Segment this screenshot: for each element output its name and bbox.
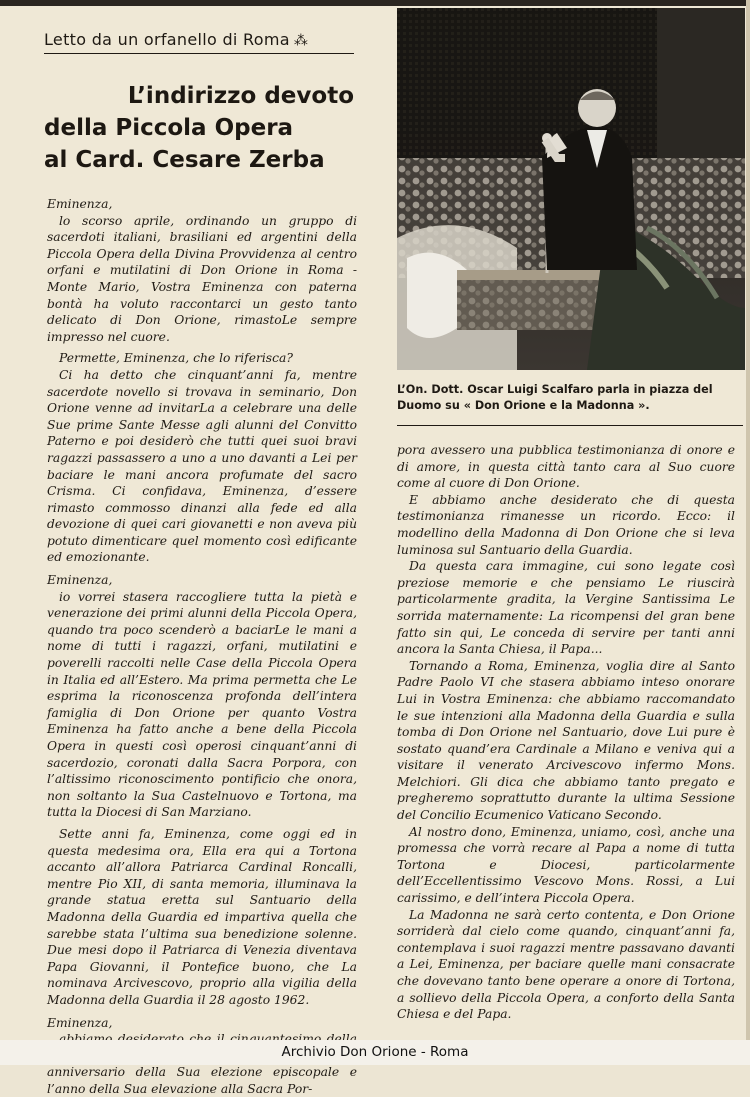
- caption-divider: [397, 425, 743, 426]
- headline-line-3: al Card. Cesare Zerba: [44, 147, 325, 173]
- headline-line-1: L’indirizzo devoto: [127, 83, 354, 109]
- paragraph: anniversario della Sua elezione episcopale e l’anno della Sua elevazione alla Sacra Por-: [47, 1065, 357, 1096]
- section-kicker-text: Letto da un orfanello di Roma: [44, 30, 290, 49]
- page-right-edge: [746, 0, 750, 1040]
- section-kicker: [44, 30, 354, 54]
- paragraph: Tornando a Roma, Eminenza, voglia dire al Santo Padre Paolo VI che stasera abbiamo inteso onorare Lui in Vostra Eminenza: che abbiamo raccomandato le sue intenzioni alla Madonna della Guardia e sulla tomba di Don Orione nel Santuario, dove Lui pure è sostato quand’era Cardinale a Milano e veniva qui a visitare il venerato Arcivescovo infermo Mons. Melchiori. Gli dica che abbiamo tanto pregato e pregheremo soprattutto durante la ultima Sessione del Concilio Ecumenico Vaticano Secondo.: [397, 658, 735, 823]
- paragraph: Ci ha detto che cinquant’anni fa, mentre sacerdote novello si trovava in seminario, Don Orione venne ad invitarLa a celebrare una delle Sue prime Sante Messe agli alunni del Convitto Paterno e poi desiderò che tutti quei suoi bravi ragazzi passassero a uno a uno davanti a Lei per baciare le mani ancora profumate del sacro Crisma. Ci confidava, Eminenza, d’essere rimasto commosso dinanzi alla fede ed alla devozione di quei cari giovanetti e non aveva più potuto dimenticare quel momento così edificante ed emozionante.: [47, 367, 357, 565]
- article-column-left: [47, 190, 357, 1097]
- archive-footer: Archivio Don Orione - Roma: [0, 1040, 750, 1065]
- paragraph: Al nostro dono, Eminenza, uniamo, così, anche una promessa che vorrà recare al Papa a nome di tutta Tortona e Diocesi, particolarmente dell’Eccellentissimo Vescovo Mons. Rossi, a Lui carissimo, e dell’intera Piccola Opera.: [397, 824, 735, 906]
- paragraph: io vorrei stasera raccogliere tutta la pietà e venerazione dei primi alunni della Piccola Opera, quando tra poco scenderò a baciarLe le mani a nome di tutti i ragazzi, orfani, mutilatini e poverelli raccolti nelle Case della Piccola Opera in Italia ed all’Estero. Ma prima permetta che Le esprima la riconoscenza profonda dell’intera famiglia di Don Orione per quanto Vostra Eminenza ha fatto anche a bene della Piccola Opera in questi così operosi cinquant’anni di sacerdozio, coronati dalla Sacra Porpora, con l’altissimo riconoscimento pontificio che onora, non soltanto la Sua Castelnuovo e Tortona, ma tutta la Diocesi di San Marziano.: [47, 589, 357, 820]
- headline-line-2: della Piccola Opera: [44, 115, 294, 141]
- salutation: Eminenza,: [47, 573, 113, 588]
- salutation: Eminenza,: [47, 197, 113, 211]
- paragraph: Sette anni fa, Eminenza, come oggi ed in questa medesima ora, Ella era qui a Tortona accanto all’allora Patriarca Cardinal Roncalli, mentre Pio XII, di santa memoria, illuminava la grande statua eretta sul Santuario della Madonna della Guardia ed impartiva quella che sarebbe stata l’ultima sua benedizione solenne. Due mesi dopo il Patriarca di Venezia diventava Papa Giovanni, il Pontefice buono, che La nominava Arcivescovo, proprio alla vigilia della Madonna della Guardia il 28 agosto 1962.: [47, 826, 357, 1007]
- ornament-icon: ⁂: [293, 33, 309, 49]
- page-top-edge: [0, 0, 750, 6]
- salutation: Eminenza,: [47, 1015, 113, 1030]
- photo-caption: L’On. Dott. Oscar Luigi Scalfaro parla in piazza del Duomo su « Don Orione e la Madonna ».: [397, 383, 713, 412]
- article-column-right: [397, 442, 735, 1023]
- paragraph: Permette, Eminenza, che lo riferisca?: [59, 351, 293, 366]
- paragraph: Da questa cara immagine, cui sono legate così preziose memorie e che pensiamo Le riuscirà particolarmente gradita, la Vergine Santissima Le sorrida maternamente: La ricompensi del gran bene fatto sin qui, Le conceda di servire per tanti anni ancora la Santa Chiesa, il Papa...: [397, 559, 735, 657]
- paragraph: lo scorso aprile, ordinando un gruppo di sacerdoti italiani, brasiliani ed argentini della Piccola Opera della Divina Provvidenza al centro orfani e mutilatini di Don Orione in Roma - Monte Mario, Vostra Eminenza con paterna bontà ha voluto raccontarci un gesto tanto delicato di Don Orione, rimastoLe sempre impresso nel cuore.: [47, 213, 357, 344]
- paragraph: E abbiamo anche desiderato che di questa testimonianza rimanesse un ricordo. Ecco: il modellino della Madonna di Don Orione che si leva luminosa sul Santuario della Guardia.: [397, 492, 735, 557]
- speech-photo-image: [397, 8, 745, 370]
- paragraph: pora avessero una pubblica testimonianza di onore e di amore, in questa città tanto cara al Suo cuore come al cuore di Don Orione.: [397, 443, 735, 491]
- article-headline: [44, 80, 354, 176]
- speech-photo: [397, 8, 745, 370]
- paragraph: La Madonna ne sarà certo contenta, e Don Orione sorriderà dal cielo come quando, cinquant’anni fa, contemplava i suoi ragazzi mentre passavano davanti a Lei, Eminenza, per baciare quelle mani consacrate che dovevano tanto bene operare a onore di Tortona, a sollievo della Piccola Opera, a conforto della Santa Chiesa e del Papa.: [397, 907, 735, 1022]
